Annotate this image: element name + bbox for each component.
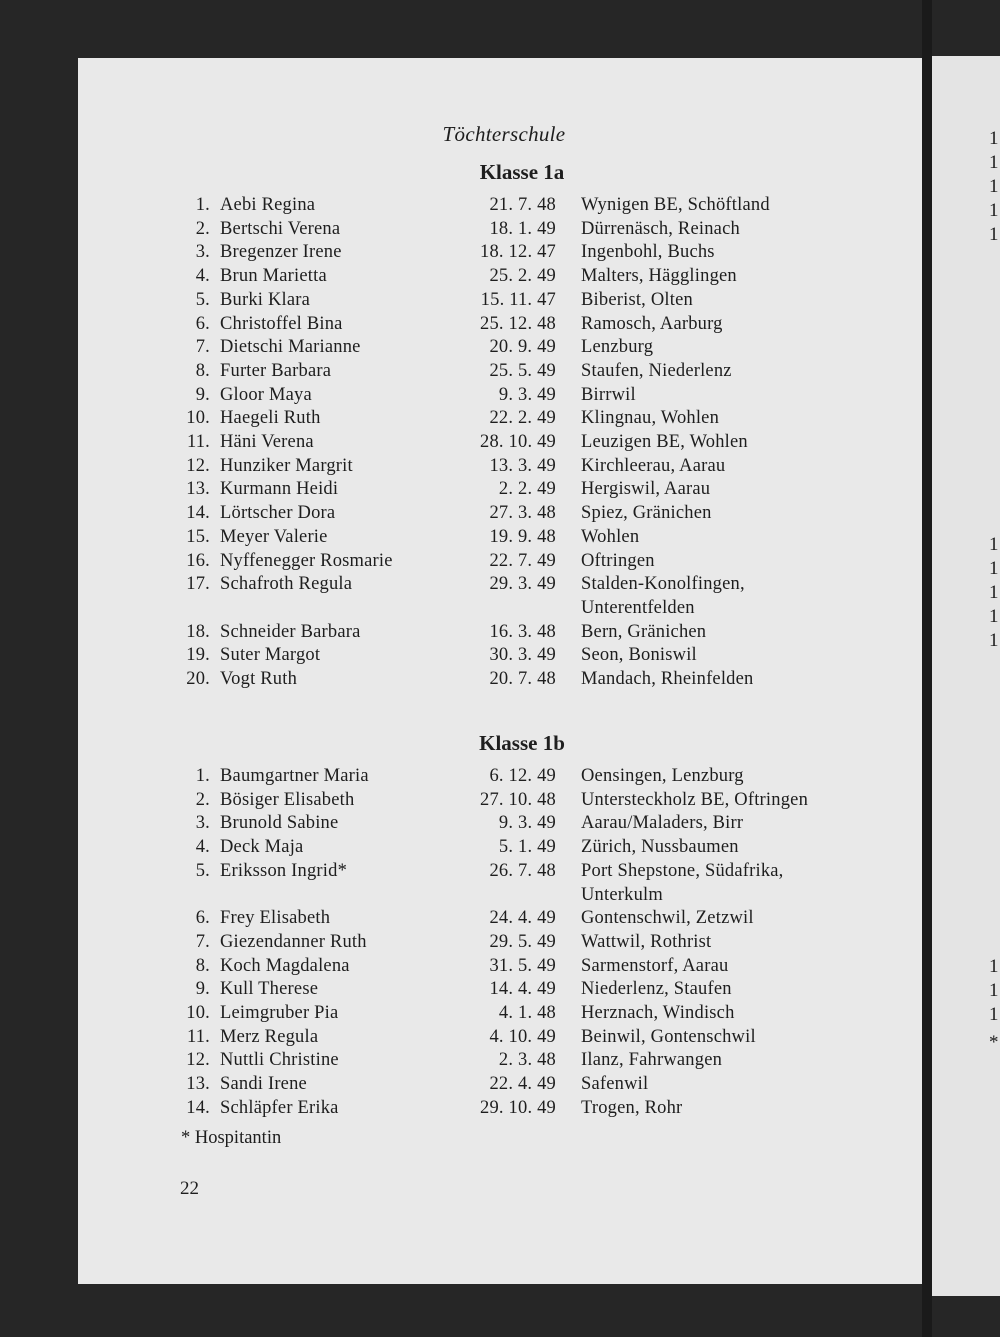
student-name: Giezendanner Ruth bbox=[220, 931, 367, 952]
student-name: Burki Klara bbox=[220, 289, 311, 310]
hometown-residence: Sarmenstorf, Aarau bbox=[581, 955, 729, 976]
birth-date: 18. 12. 47 bbox=[480, 242, 556, 263]
birth-date: 9. 3. 49 bbox=[498, 813, 556, 834]
student-number: 11. bbox=[186, 432, 210, 452]
student-row bbox=[78, 264, 930, 288]
student-name: Nuttli Christine bbox=[220, 1050, 339, 1071]
student-row bbox=[78, 312, 930, 336]
hometown-residence: Aarau/Maladers, Birr bbox=[581, 813, 744, 834]
birth-date: 24. 4. 49 bbox=[489, 908, 556, 929]
student-number: 16. bbox=[186, 550, 210, 571]
student-name: Vogt Ruth bbox=[220, 669, 298, 689]
birth-date: 14. 4. 49 bbox=[489, 979, 556, 1000]
student-name: Koch Magdalena bbox=[220, 955, 350, 976]
hometown-residence: Malters, Hägglingen bbox=[581, 266, 737, 287]
student-row bbox=[78, 620, 930, 644]
hometown-residence: Biberist, Olten bbox=[581, 289, 693, 310]
hometown-residence: Oftringen bbox=[581, 550, 655, 571]
student-row bbox=[78, 954, 930, 978]
student-number: 12. bbox=[186, 455, 210, 476]
student-name: Aebi Regina bbox=[220, 195, 316, 215]
hometown-residence: Stalden-Konolfingen, bbox=[581, 574, 745, 595]
birth-date: 27. 3. 48 bbox=[489, 503, 556, 524]
student-number: 1. bbox=[195, 195, 210, 215]
student-row bbox=[78, 1072, 930, 1096]
next-page-fragment: 1 bbox=[989, 606, 999, 627]
student-number: 6. bbox=[195, 313, 210, 334]
student-number: 7. bbox=[195, 337, 210, 358]
hometown-residence: Ilanz, Fahrwangen bbox=[581, 1050, 723, 1071]
next-page-fragment: 1 bbox=[989, 534, 999, 555]
birth-date: 2. 2. 49 bbox=[498, 479, 556, 500]
student-number: 3. bbox=[195, 242, 210, 263]
hometown-residence: Klingnau, Wohlen bbox=[581, 408, 720, 429]
student-number: 6. bbox=[195, 908, 210, 929]
student-name: Lörtscher Dora bbox=[220, 503, 336, 524]
student-row bbox=[78, 1096, 930, 1120]
footnote: * Hospitantin bbox=[181, 1128, 282, 1148]
student-name: Bertschi Verena bbox=[220, 218, 341, 239]
student-name: Schneider Barbara bbox=[220, 621, 361, 642]
student-name: Christoffel Bina bbox=[220, 313, 343, 334]
student-name: Gloor Maya bbox=[220, 384, 312, 405]
student-name: Schläpfer Erika bbox=[220, 1097, 339, 1118]
student-row bbox=[78, 406, 930, 430]
student-row bbox=[78, 383, 930, 407]
birth-date: 13. 3. 49 bbox=[489, 455, 556, 476]
student-name: Eriksson Ingrid* bbox=[220, 860, 348, 881]
page-header: Töchterschule bbox=[442, 122, 566, 146]
hometown-residence: Lenzburg bbox=[581, 337, 654, 358]
birth-date: 31. 5. 49 bbox=[489, 955, 556, 976]
birth-date: 22. 2. 49 bbox=[489, 408, 556, 429]
student-number: 12. bbox=[186, 1050, 210, 1071]
next-page-fragment: 1 bbox=[989, 582, 999, 603]
student-row bbox=[78, 477, 930, 501]
hometown-residence: Birrwil bbox=[581, 384, 636, 405]
hometown-residence: Trogen, Rohr bbox=[581, 1097, 683, 1118]
birth-date: 27. 10. 48 bbox=[480, 789, 556, 810]
student-row bbox=[78, 906, 930, 930]
student-name: Baumgartner Maria bbox=[220, 766, 369, 786]
student-number: 14. bbox=[186, 503, 210, 524]
student-number: 19. bbox=[186, 645, 210, 666]
next-page-fragment: 1 bbox=[989, 200, 999, 221]
book-page bbox=[78, 58, 930, 1284]
student-row bbox=[78, 572, 930, 619]
hometown-residence: Wynigen BE, Schöftland bbox=[581, 195, 770, 215]
student-name: Furter Barbara bbox=[220, 360, 332, 381]
student-row bbox=[78, 1001, 930, 1025]
student-number: 18. bbox=[186, 621, 210, 642]
student-number: 15. bbox=[186, 526, 210, 547]
class-title-1a: Klasse 1a bbox=[479, 160, 565, 184]
hometown-residence: Beinwil, Gontenschwil bbox=[581, 1026, 756, 1047]
student-name: Bösiger Elisabeth bbox=[220, 789, 355, 810]
student-name: Haegeli Ruth bbox=[220, 408, 321, 429]
hometown-residence: Ingenbohl, Buchs bbox=[581, 242, 715, 263]
birth-date: 25. 2. 49 bbox=[489, 266, 556, 287]
student-row bbox=[78, 788, 930, 812]
birth-date: 16. 3. 48 bbox=[489, 621, 556, 642]
student-name: Meyer Valerie bbox=[220, 526, 328, 547]
birth-date: 30. 3. 49 bbox=[489, 645, 556, 666]
student-name: Brun Marietta bbox=[220, 266, 327, 287]
student-number: 11. bbox=[186, 1026, 210, 1047]
birth-date: 9. 3. 49 bbox=[498, 384, 556, 405]
student-name: Kull Therese bbox=[220, 979, 319, 1000]
student-row bbox=[78, 193, 930, 217]
student-name: Nyffenegger Rosmarie bbox=[220, 550, 393, 571]
student-row bbox=[78, 930, 930, 954]
student-name: Hunziker Margrit bbox=[220, 455, 353, 476]
student-number: 4. bbox=[195, 837, 210, 858]
student-number: 8. bbox=[195, 955, 210, 976]
student-row bbox=[78, 835, 930, 859]
next-page-fragment: 1 bbox=[989, 980, 999, 1001]
hometown-residence: Bern, Gränichen bbox=[581, 621, 707, 642]
student-name: Frey Elisabeth bbox=[220, 908, 331, 929]
student-number: 1. bbox=[195, 766, 210, 786]
hometown-residence: Port Shepstone, Südafrika, bbox=[581, 860, 784, 881]
birth-date: 21. 7. 48 bbox=[489, 195, 556, 215]
student-number: 10. bbox=[186, 1003, 210, 1023]
student-row bbox=[78, 977, 930, 1001]
next-page-fragment: 1 bbox=[989, 956, 999, 977]
next-page-fragment: 1 bbox=[989, 152, 999, 173]
student-number: 20. bbox=[186, 669, 210, 689]
student-name: Kurmann Heidi bbox=[220, 479, 339, 500]
student-name: Sandi Irene bbox=[220, 1074, 307, 1095]
hometown-residence: Zürich, Nussbaumen bbox=[581, 837, 739, 858]
student-name: Bregenzer Irene bbox=[220, 242, 342, 263]
student-row bbox=[78, 643, 930, 667]
student-number: 2. bbox=[195, 789, 210, 810]
birth-date: 19. 9. 48 bbox=[489, 526, 556, 547]
birth-date: 25. 12. 48 bbox=[480, 313, 556, 334]
birth-date: 4. 10. 49 bbox=[489, 1026, 556, 1047]
hometown-residence: Oensingen, Lenzburg bbox=[581, 766, 744, 786]
hometown-residence: Safenwil bbox=[581, 1074, 649, 1095]
next-page-fragment: 1 bbox=[989, 128, 999, 149]
book-gutter bbox=[922, 0, 932, 1337]
student-name: Häni Verena bbox=[220, 432, 314, 452]
hometown-residence-continued: Unterkulm bbox=[581, 884, 663, 905]
student-row bbox=[78, 549, 930, 573]
hometown-residence: Gontenschwil, Zetzwil bbox=[581, 908, 754, 929]
next-page-fragment: * bbox=[989, 1032, 999, 1053]
student-number: 5. bbox=[195, 860, 210, 881]
student-number: 3. bbox=[195, 813, 210, 834]
student-row bbox=[78, 454, 930, 478]
student-row bbox=[78, 430, 930, 454]
student-number: 4. bbox=[195, 266, 210, 287]
hometown-residence-continued: Unterentfelden bbox=[581, 598, 695, 619]
student-number: 14. bbox=[186, 1097, 210, 1118]
birth-date: 4. 1. 48 bbox=[498, 1003, 556, 1023]
birth-date: 22. 7. 49 bbox=[489, 550, 556, 571]
student-name: Suter Margot bbox=[220, 645, 321, 666]
student-number: 13. bbox=[186, 479, 210, 500]
student-row bbox=[78, 811, 930, 835]
hometown-residence: Dürrenäsch, Reinach bbox=[581, 218, 740, 239]
student-name: Merz Regula bbox=[220, 1026, 319, 1047]
hometown-residence: Spiez, Gränichen bbox=[581, 503, 712, 524]
student-row bbox=[78, 667, 930, 691]
next-page-fragment: 1 bbox=[989, 1004, 999, 1025]
student-row bbox=[78, 217, 930, 241]
student-row bbox=[78, 859, 930, 905]
birth-date: 28. 10. 49 bbox=[480, 432, 556, 452]
next-page-fragment: 1 bbox=[989, 176, 999, 197]
student-number: 9. bbox=[195, 979, 210, 1000]
student-number: 8. bbox=[195, 360, 210, 381]
student-number: 5. bbox=[195, 289, 210, 310]
hometown-residence: Kirchleerau, Aarau bbox=[581, 455, 726, 476]
student-row bbox=[78, 1025, 930, 1049]
birth-date: 25. 5. 49 bbox=[489, 360, 556, 381]
student-row bbox=[78, 335, 930, 359]
birth-date: 29. 5. 49 bbox=[489, 931, 556, 952]
next-page-edge bbox=[932, 56, 1000, 1296]
student-name: Dietschi Marianne bbox=[220, 337, 361, 358]
student-number: 9. bbox=[195, 384, 210, 405]
student-row bbox=[78, 501, 930, 525]
hometown-residence: Herznach, Windisch bbox=[581, 1003, 735, 1023]
student-number: 7. bbox=[195, 931, 210, 952]
birth-date: 29. 10. 49 bbox=[480, 1097, 556, 1118]
hometown-residence: Untersteckholz BE, Oftringen bbox=[581, 789, 809, 810]
student-number: 17. bbox=[186, 574, 210, 595]
hometown-residence: Wohlen bbox=[581, 526, 640, 547]
hometown-residence: Seon, Boniswil bbox=[581, 645, 697, 666]
student-number: 10. bbox=[186, 408, 210, 429]
hometown-residence: Ramosch, Aarburg bbox=[581, 313, 723, 334]
student-name: Deck Maja bbox=[220, 837, 304, 858]
next-page-fragment: 1 bbox=[989, 558, 999, 579]
student-row bbox=[78, 764, 930, 788]
hometown-residence: Leuzigen BE, Wohlen bbox=[581, 432, 748, 452]
birth-date: 26. 7. 48 bbox=[489, 860, 556, 881]
hometown-residence: Niederlenz, Staufen bbox=[581, 979, 732, 1000]
student-row bbox=[78, 359, 930, 383]
birth-date: 20. 7. 48 bbox=[489, 669, 556, 689]
student-row bbox=[78, 1048, 930, 1072]
student-row bbox=[78, 525, 930, 549]
birth-date: 18. 1. 49 bbox=[489, 218, 556, 239]
student-number: 2. bbox=[195, 218, 210, 239]
student-name: Leimgruber Pia bbox=[220, 1003, 339, 1023]
student-name: Schafroth Regula bbox=[220, 574, 353, 595]
birth-date: 22. 4. 49 bbox=[489, 1074, 556, 1095]
hometown-residence: Wattwil, Rothrist bbox=[581, 931, 712, 952]
birth-date: 2. 3. 48 bbox=[498, 1050, 556, 1071]
birth-date: 15. 11. 47 bbox=[480, 289, 556, 310]
student-number: 13. bbox=[186, 1074, 210, 1095]
student-row bbox=[78, 240, 930, 264]
hometown-residence: Mandach, Rheinfelden bbox=[581, 669, 754, 689]
hometown-residence: Hergiswil, Aarau bbox=[581, 479, 711, 500]
student-name: Brunold Sabine bbox=[220, 813, 339, 834]
next-page-fragment: 1 bbox=[989, 630, 999, 651]
page-number: 22 bbox=[180, 1178, 199, 1199]
hometown-residence: Staufen, Niederlenz bbox=[581, 360, 732, 381]
student-row bbox=[78, 288, 930, 312]
class-title-1b: Klasse 1b bbox=[479, 731, 565, 755]
birth-date: 29. 3. 49 bbox=[489, 574, 556, 595]
birth-date: 6. 12. 49 bbox=[489, 766, 556, 786]
birth-date: 5. 1. 49 bbox=[498, 837, 556, 858]
birth-date: 20. 9. 49 bbox=[489, 337, 556, 358]
next-page-fragment: 1 bbox=[989, 224, 999, 245]
